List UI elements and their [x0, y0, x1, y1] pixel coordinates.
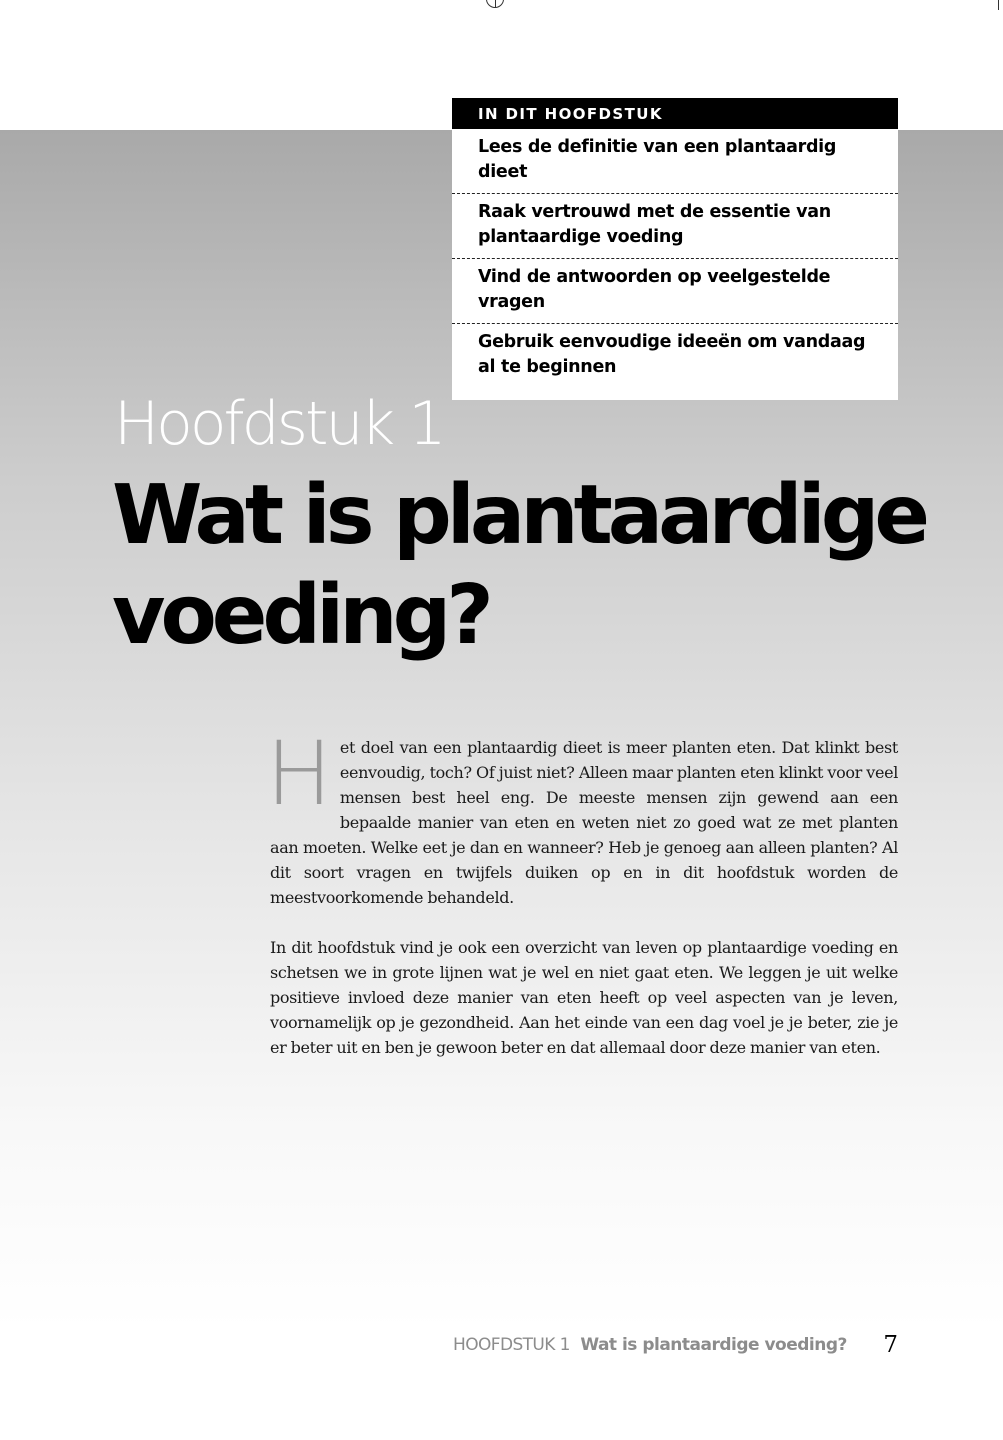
crop-mark-line	[998, 0, 999, 10]
chapter-contents-header: IN DIT HOOFDSTUK	[452, 98, 898, 129]
footer-chapter-title: Wat is plantaardige voeding?	[580, 1335, 847, 1355]
chapter-contents-item: Raak vertrouwd met de essentie van plantaardige voeding	[452, 194, 898, 259]
footer-chapter-label: HOOFDSTUK 1	[453, 1335, 570, 1355]
body-text	[266, 722, 898, 1085]
chapter-contents-item: Lees de definitie van een plantaardig dieet	[452, 129, 898, 194]
drop-cap: H	[266, 722, 332, 825]
chapter-contents-item: Gebruik eenvoudige ideeën om vandaag al te beginnen	[478, 332, 866, 377]
chapter-contents-item: Vind de antwoorden op veelgestelde vragen	[452, 259, 898, 324]
page-number: 7	[883, 1332, 898, 1358]
page-footer	[380, 1330, 898, 1360]
chapter-title: Wat is plantaardige voeding?	[112, 468, 926, 663]
body-paragraph	[266, 722, 898, 910]
chapter-contents-box	[452, 98, 898, 400]
crop-mark-icon	[486, 0, 504, 8]
chapter-contents-list	[452, 129, 898, 400]
chapter-number: Hoofdstuk 1	[114, 389, 444, 459]
body-paragraph-text: et doel van een plantaardig dieet is meer planten eten. Dat klinkt best eenvoudig, toch? Of juist niet? Alleen maar planten eten klinkt voor veel mensen best heel eng. De meeste mensen zijn gewend aan een bepaalde manier van eten en weten niet zo goed wat ze met planten aan moeten. Welke eet je dan en wanneer? Heb je genoeg aan alleen planten? Al dit soort vragen en twijfels duiken op en in dit hoofdstuk worden de meestvoorkomende behandeld.	[270, 738, 898, 907]
body-paragraph: In dit hoofdstuk vind je ook een overzicht van leven op plantaardige voeding en schetsen we in grote lijnen wat je wel en niet gaat eten. We leggen je uit welke positieve invloed deze manier van eten heeft op veel aspecten van je leven, voornamelijk op je gezondheid. Aan het einde van een dag voel je je beter, zie je er beter uit en ben je gewoon beter en dat allemaal door deze manier van eten.	[270, 938, 898, 1057]
